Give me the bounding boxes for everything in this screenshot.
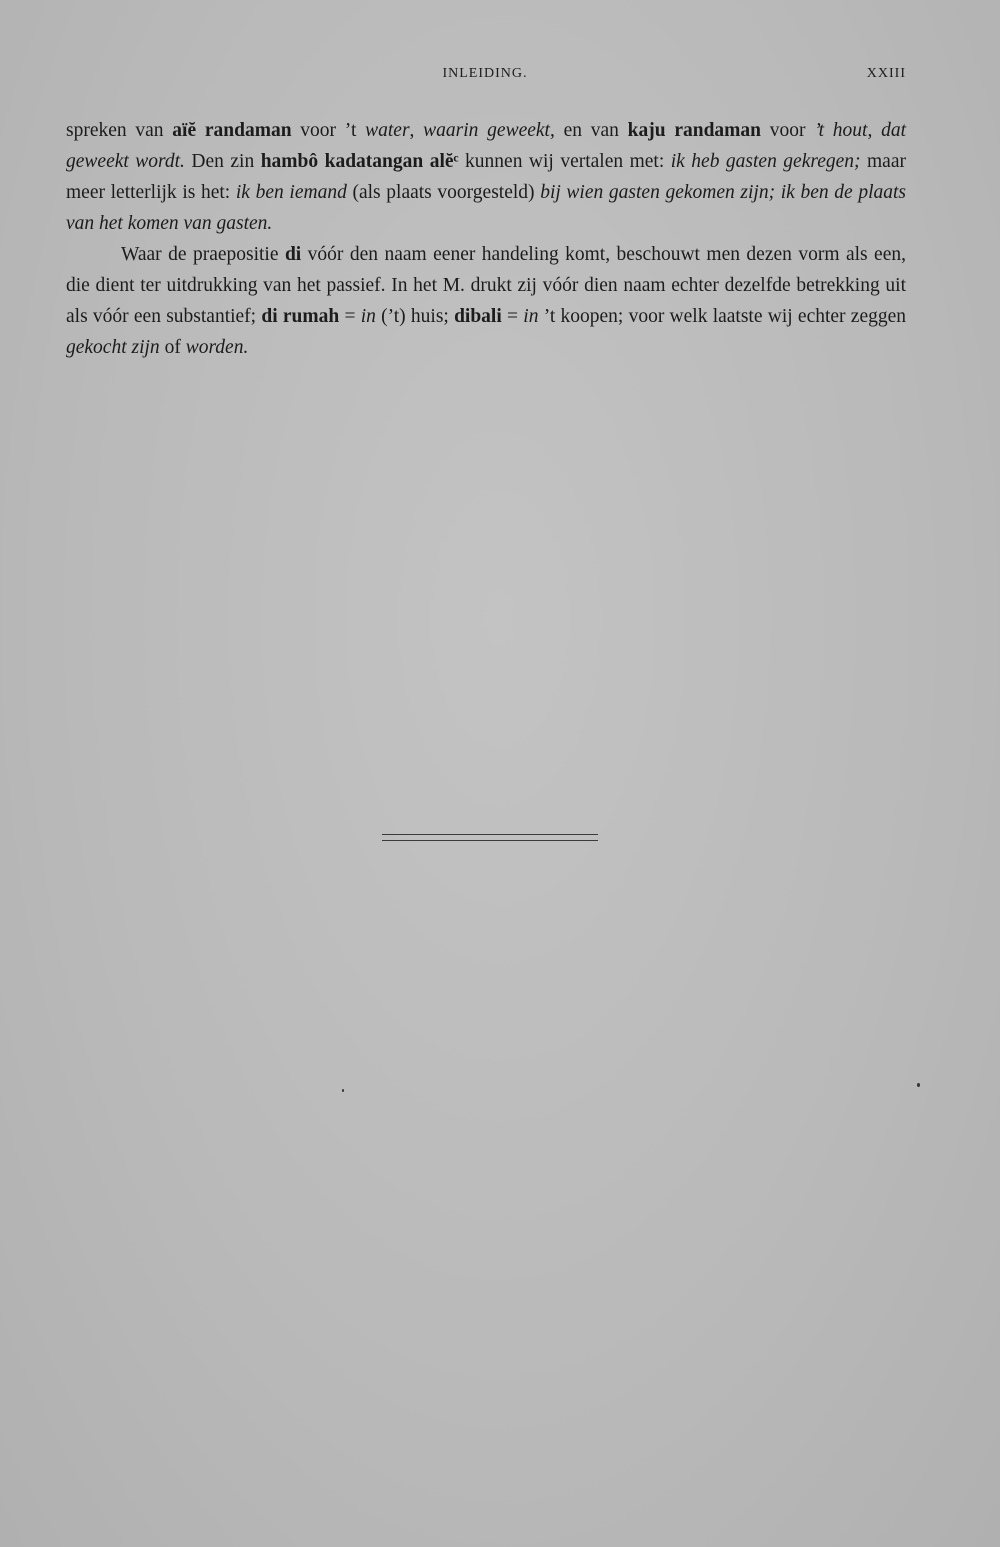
text-run: , bbox=[409, 120, 424, 141]
text-run: vóór den naam eener handeling komt, beschouwt men dezen vorm als een, die dient ter uitdrukking van het passief. In het M. drukt zij vóór dien naam echter dezelfde betrekking uit als vóór een substantief; bbox=[66, 244, 906, 327]
print-speck bbox=[917, 1083, 920, 1087]
italic-gloss: worden. bbox=[185, 337, 249, 358]
header-title: INLEIDING. bbox=[442, 66, 528, 81]
text-run: voor ’t bbox=[291, 120, 366, 141]
bold-term: kaju randaman bbox=[627, 120, 762, 141]
text-run: of bbox=[159, 337, 186, 358]
print-speck bbox=[342, 1089, 344, 1092]
text-run: ’t koopen; voor welk laatste wij echter zeggen bbox=[538, 306, 906, 327]
bold-term: hambô kadatangan alĕᶜ bbox=[260, 151, 459, 172]
text-run: (’t) huis; bbox=[375, 306, 455, 327]
italic-gloss: gekocht zijn bbox=[66, 337, 160, 358]
italic-gloss: in bbox=[360, 306, 376, 327]
running-header bbox=[0, 66, 1000, 86]
italic-gloss: ’t hout, dat geweekt wordt. bbox=[66, 120, 906, 172]
paragraph-2 bbox=[66, 239, 906, 363]
text-run: maar meer letterlijk is het: bbox=[66, 151, 906, 203]
text-run: Waar de praepositie bbox=[121, 244, 285, 265]
italic-gloss: bij wien gasten gekomen zijn; ik ben de plaats van het komen van gasten. bbox=[66, 182, 906, 234]
italic-gloss: ik ben iemand bbox=[235, 182, 347, 203]
bold-term: aïĕ randaman bbox=[172, 120, 292, 141]
text-run: = bbox=[339, 306, 361, 327]
text-run: (als plaats voorgesteld) bbox=[346, 182, 541, 203]
body-text bbox=[66, 115, 906, 363]
text-run: spreken van bbox=[66, 120, 173, 141]
bold-term: dibali bbox=[454, 306, 502, 327]
italic-gloss: water bbox=[365, 120, 410, 141]
text-run: kunnen wij vertalen met: bbox=[458, 151, 671, 172]
text-run: , en van bbox=[549, 120, 628, 141]
bold-term: di rumah bbox=[261, 306, 340, 327]
page-number: XXIII bbox=[866, 66, 906, 81]
italic-gloss: in bbox=[523, 306, 539, 327]
italic-gloss: ik heb gasten gekregen; bbox=[670, 151, 861, 172]
paragraph-1 bbox=[66, 115, 906, 239]
text-run: voor bbox=[761, 120, 815, 141]
italic-gloss: waarin geweekt bbox=[423, 120, 550, 141]
section-end-rule bbox=[382, 834, 598, 841]
text-run: = bbox=[501, 306, 524, 327]
text-run: Den zin bbox=[184, 151, 261, 172]
bold-term: di bbox=[284, 244, 302, 265]
